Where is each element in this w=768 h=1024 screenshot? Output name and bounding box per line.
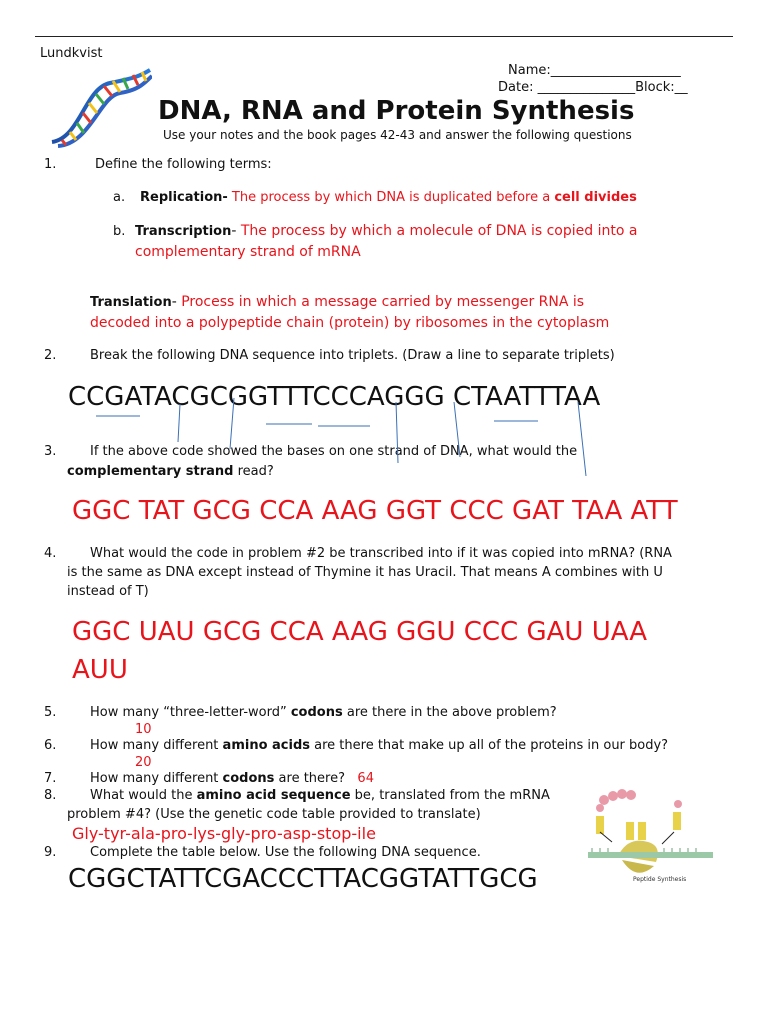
q8-prompt-head: What would the [90, 788, 197, 803]
q5-prompt [90, 705, 557, 720]
q1b-letter: b. [113, 224, 126, 239]
q9-dna-sequence: CGGCTATTCGACCCTTACGGTATTGCG [68, 864, 538, 894]
q6-prompt [90, 738, 668, 753]
q1c-answer-1: Process in which a message carried by messenger RNA is [181, 294, 585, 310]
q1a-letter: a. [113, 190, 126, 205]
q8-prompt-2: problem #4? (Use the genetic code table provided to translate) [67, 807, 481, 822]
name-field[interactable]: Name:____________________ [508, 63, 681, 78]
q7-prompt-tail: are there? [274, 771, 346, 786]
q7-prompt-bold: codons [222, 771, 275, 786]
q6-prompt-bold: amino acids [222, 738, 311, 753]
q1c-answer-2: decoded into a polypeptide chain (protein) by ribosomes in the cytoplasm [90, 315, 610, 331]
q1c-term: Translation [90, 295, 172, 310]
peptide-synthesis-illustration [578, 786, 718, 886]
q4-answer-2: AUU [72, 655, 128, 685]
q6-answer: 20 [135, 755, 152, 770]
q2-prompt: Break the following DNA sequence into triplets. (Draw a line to separate triplets) [90, 348, 615, 363]
q1a-answer: The process by which DNA is duplicated before a [231, 190, 555, 205]
q8-number: 8. [44, 788, 57, 803]
q4-prompt-2: is the same as DNA except instead of Thymine it has Uracil. That means A combines with U [67, 565, 663, 580]
q1b-line [135, 223, 637, 239]
q2-number: 2. [44, 348, 57, 363]
dna-helix-icon [50, 68, 152, 148]
q1-number: 1. [44, 157, 57, 172]
top-rule [35, 36, 733, 37]
page-subtitle: Use your notes and the book pages 42-43 and answer the following questions [163, 128, 632, 142]
q8-prompt-tail: be, translated from the mRNA [350, 788, 550, 803]
page-title: DNA, RNA and Protein Synthesis [158, 96, 635, 126]
q1a-answer-bold: cell divides [554, 190, 637, 205]
q9-number: 9. [44, 845, 57, 860]
q1b-answer-2: complementary strand of mRNA [135, 244, 361, 260]
q3-prompt-2 [67, 464, 274, 479]
q3-prompt-tail: read? [233, 464, 274, 479]
q7-number: 7. [44, 771, 57, 786]
q1a-term: Replication- [140, 190, 228, 205]
q3-number: 3. [44, 444, 57, 459]
q4-prompt-1: What would the code in problem #2 be transcribed into if it was copied into mRNA? (RNA [90, 546, 672, 561]
q1b-dash: - [231, 223, 237, 239]
separator-mark [578, 402, 586, 476]
q5-prompt-bold: codons [290, 705, 343, 720]
q8-answer: Gly-tyr-ala-pro-lys-gly-pro-asp-stop-ile [72, 824, 376, 843]
q9-prompt: Complete the table below. Use the following DNA sequence. [90, 845, 481, 860]
q6-prompt-head: How many different [90, 738, 223, 753]
q1c-line [90, 294, 584, 310]
q2-dna-sequence: CCGATACGCGGTTTCCCAGGG CTAATTTAA [68, 382, 601, 412]
q4-prompt-3: instead of T) [67, 584, 149, 599]
q1-prompt: Define the following terms: [95, 157, 272, 172]
q1b-term: Transcription [135, 224, 232, 239]
q3-prompt-1: If the above code showed the bases on one strand of DNA, what would the [90, 444, 578, 459]
q6-number: 6. [44, 738, 57, 753]
q8-prompt-bold: amino acid sequence [196, 788, 351, 803]
q1c-dash: - [171, 294, 177, 310]
q4-answer-1: GGC UAU GCG CCA AAG GGU CCC GAU UAA [72, 617, 648, 647]
q7-prompt-head: How many different [90, 771, 223, 786]
teacher-name: Lundkvist [40, 46, 103, 61]
q1a-line [140, 190, 637, 205]
q7-prompt [90, 771, 374, 786]
peptide-caption: Peptide Synthesis [633, 876, 687, 883]
q3-prompt-bold: complementary strand [67, 464, 234, 479]
q5-prompt-tail: are there in the above problem? [342, 705, 557, 720]
q6-prompt-tail: are there that make up all of the proteins in our body? [310, 738, 669, 753]
q3-answer: GGC TAT GCG CCA AAG GGT CCC GAT TAA ATT [72, 496, 678, 526]
q1b-answer-1: The process by which a molecule of DNA is copied into a [240, 223, 638, 239]
q5-answer: 10 [135, 722, 152, 737]
q5-prompt-head: How many “three-letter-word” [90, 705, 291, 720]
q8-prompt-1 [90, 788, 550, 803]
date-block-field[interactable]: Date: _______________Block:__ [498, 80, 688, 95]
q7-answer: 64 [357, 771, 374, 786]
q5-number: 5. [44, 705, 57, 720]
q4-number: 4. [44, 546, 57, 561]
